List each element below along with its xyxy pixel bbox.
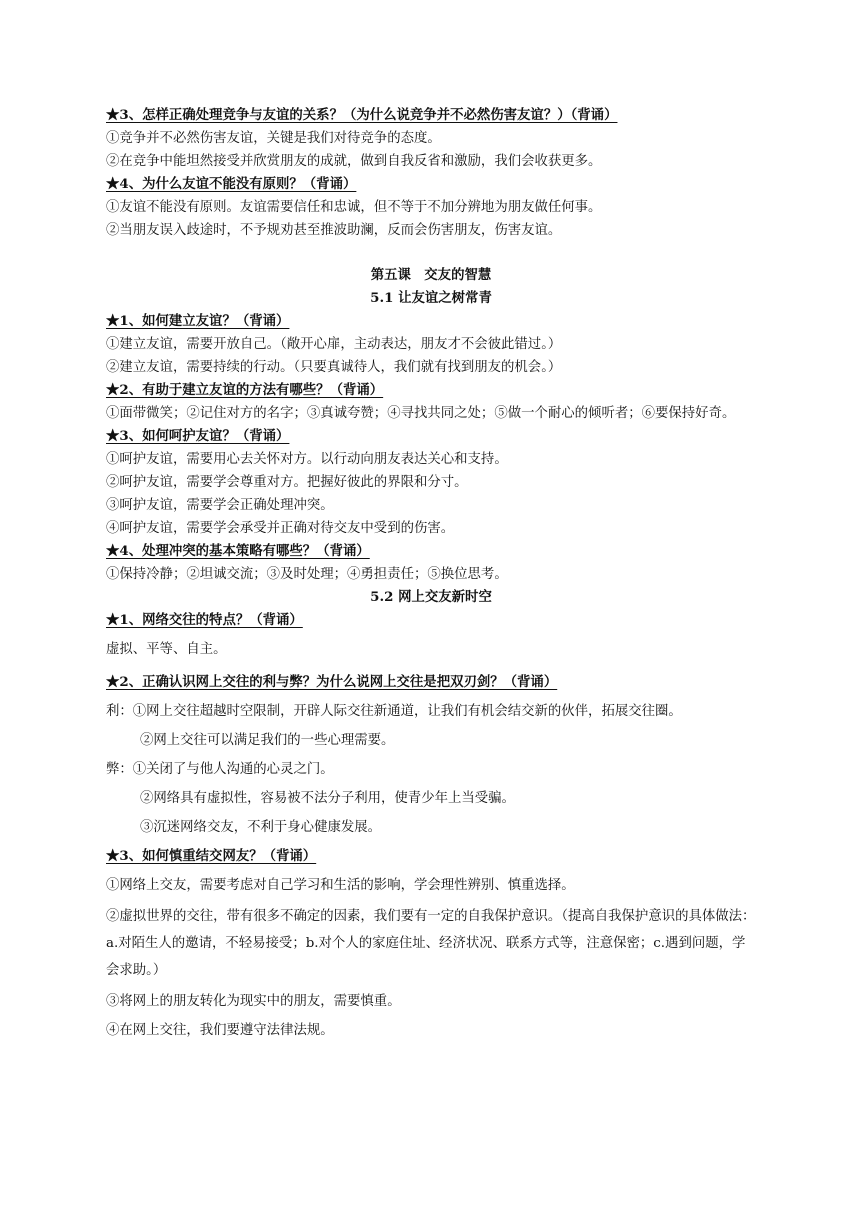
section-subtitle: 5.2 网上交友新时空	[370, 589, 492, 605]
answer-line: ②建立友谊，需要持续的行动。（只要真诚待人，我们就有找到朋友的机会。）	[106, 360, 562, 375]
answer-line: 弊：①关闭了与他人沟通的心灵之门。	[106, 762, 334, 777]
answer-line: ①友谊不能没有原则。友谊需要信任和忠诚，但不等于不加分辨地为朋友做任何事。	[106, 200, 602, 215]
answer-line: ①网络上交友，需要考虑对自己学习和生活的影响，学会理性辨别、慎重选择。	[106, 878, 575, 893]
question-heading: ★3、怎样正确处理竞争与友谊的关系？（为什么说竞争并不必然伤害友谊？）（背诵）	[106, 107, 618, 123]
question-heading: ★4、为什么友谊不能没有原则？（背诵）	[106, 176, 357, 192]
question-heading: ★3、如何慎重结交网友？（背诵）	[106, 848, 317, 864]
answer-line: ①呵护友谊，需要用心去关怀对方。以行动向朋友表达关心和支持。	[106, 452, 508, 467]
answer-line: ②呵护友谊，需要学会尊重对方。把握好彼此的界限和分寸。	[106, 475, 468, 490]
answer-line: 虚拟、平等、自主。	[106, 642, 227, 657]
answer-line: 利：①网上交往超越时空限制，开辟人际交往新通道，让我们有机会结交新的伙伴，拓展交往圈。	[106, 704, 682, 719]
question-heading: ★2、正确认识网上交往的利与弊？为什么说网上交往是把双刃剑？（背诵）	[106, 674, 558, 690]
question-heading: ★3、如何呵护友谊？（背诵）	[106, 428, 290, 444]
answer-line: ③呵护友谊，需要学会正确处理冲突。	[106, 498, 334, 513]
answer-line: ②当朋友误入歧途时，不予规劝甚至推波助澜，反而会伤害朋友，伤害友谊。	[106, 223, 562, 238]
answer-line: ③沉迷网络交友，不利于身心健康发展。	[140, 820, 382, 835]
answer-paragraph: ①面带微笑；②记住对方的名字；③真诚夸赞；④寻找共同之处；⑤做一个耐心的倾听者；⑥要保持好奇。	[106, 406, 736, 421]
section-subtitle: 5.1 让友谊之树常青	[370, 290, 492, 306]
answer-line: ②网上交往可以满足我们的一些心理需要。	[140, 733, 395, 748]
answer-line: ③将网上的朋友转化为现实中的朋友，需要慎重。	[106, 994, 401, 1009]
question-heading: ★4、处理冲突的基本策略有哪些？（背诵）	[106, 543, 370, 559]
document-page	[106, 104, 756, 1042]
answer-line: ①保持冷静；②坦诚交流；③及时处理；④勇担责任；⑤换位思考。	[106, 567, 508, 582]
answer-line: ①建立友谊，需要开放自己。（敞开心扉，主动表达，朋友才不会彼此错过。）	[106, 337, 562, 352]
answer-line: ④呵护友谊，需要学会承受并正确对待交友中受到的伤害。	[106, 521, 455, 536]
question-heading: ★2、有助于建立友谊的方法有哪些？（背诵）	[106, 382, 384, 398]
answer-paragraph: ②虚拟世界的交往，带有很多不确定的因素，我们要有一定的自我保护意识。（提高自我保护意识的具体做法：a.对陌生人的邀请，不轻易接受；b.对个人的家庭住址、经济状况、联系方式等，注意保密；c.遇到问题，学会求助。）	[106, 909, 756, 978]
question-heading: ★1、网络交往的特点？（背诵）	[106, 612, 303, 628]
answer-line: ②网络具有虚拟性，容易被不法分子利用，使青少年上当受骗。	[140, 791, 515, 806]
question-heading: ★1、如何建立友谊？（背诵）	[106, 313, 290, 329]
answer-line: ④在网上交往，我们要遵守法律法规。	[106, 1023, 334, 1038]
answer-line: ②在竞争中能坦然接受并欣赏朋友的成就，做到自我反省和激励，我们会收获更多。	[106, 154, 602, 169]
lesson-title: 第五课 交友的智慧	[370, 267, 492, 283]
answer-line: ①竞争并不必然伤害友谊，关键是我们对待竞争的态度。	[106, 131, 441, 146]
